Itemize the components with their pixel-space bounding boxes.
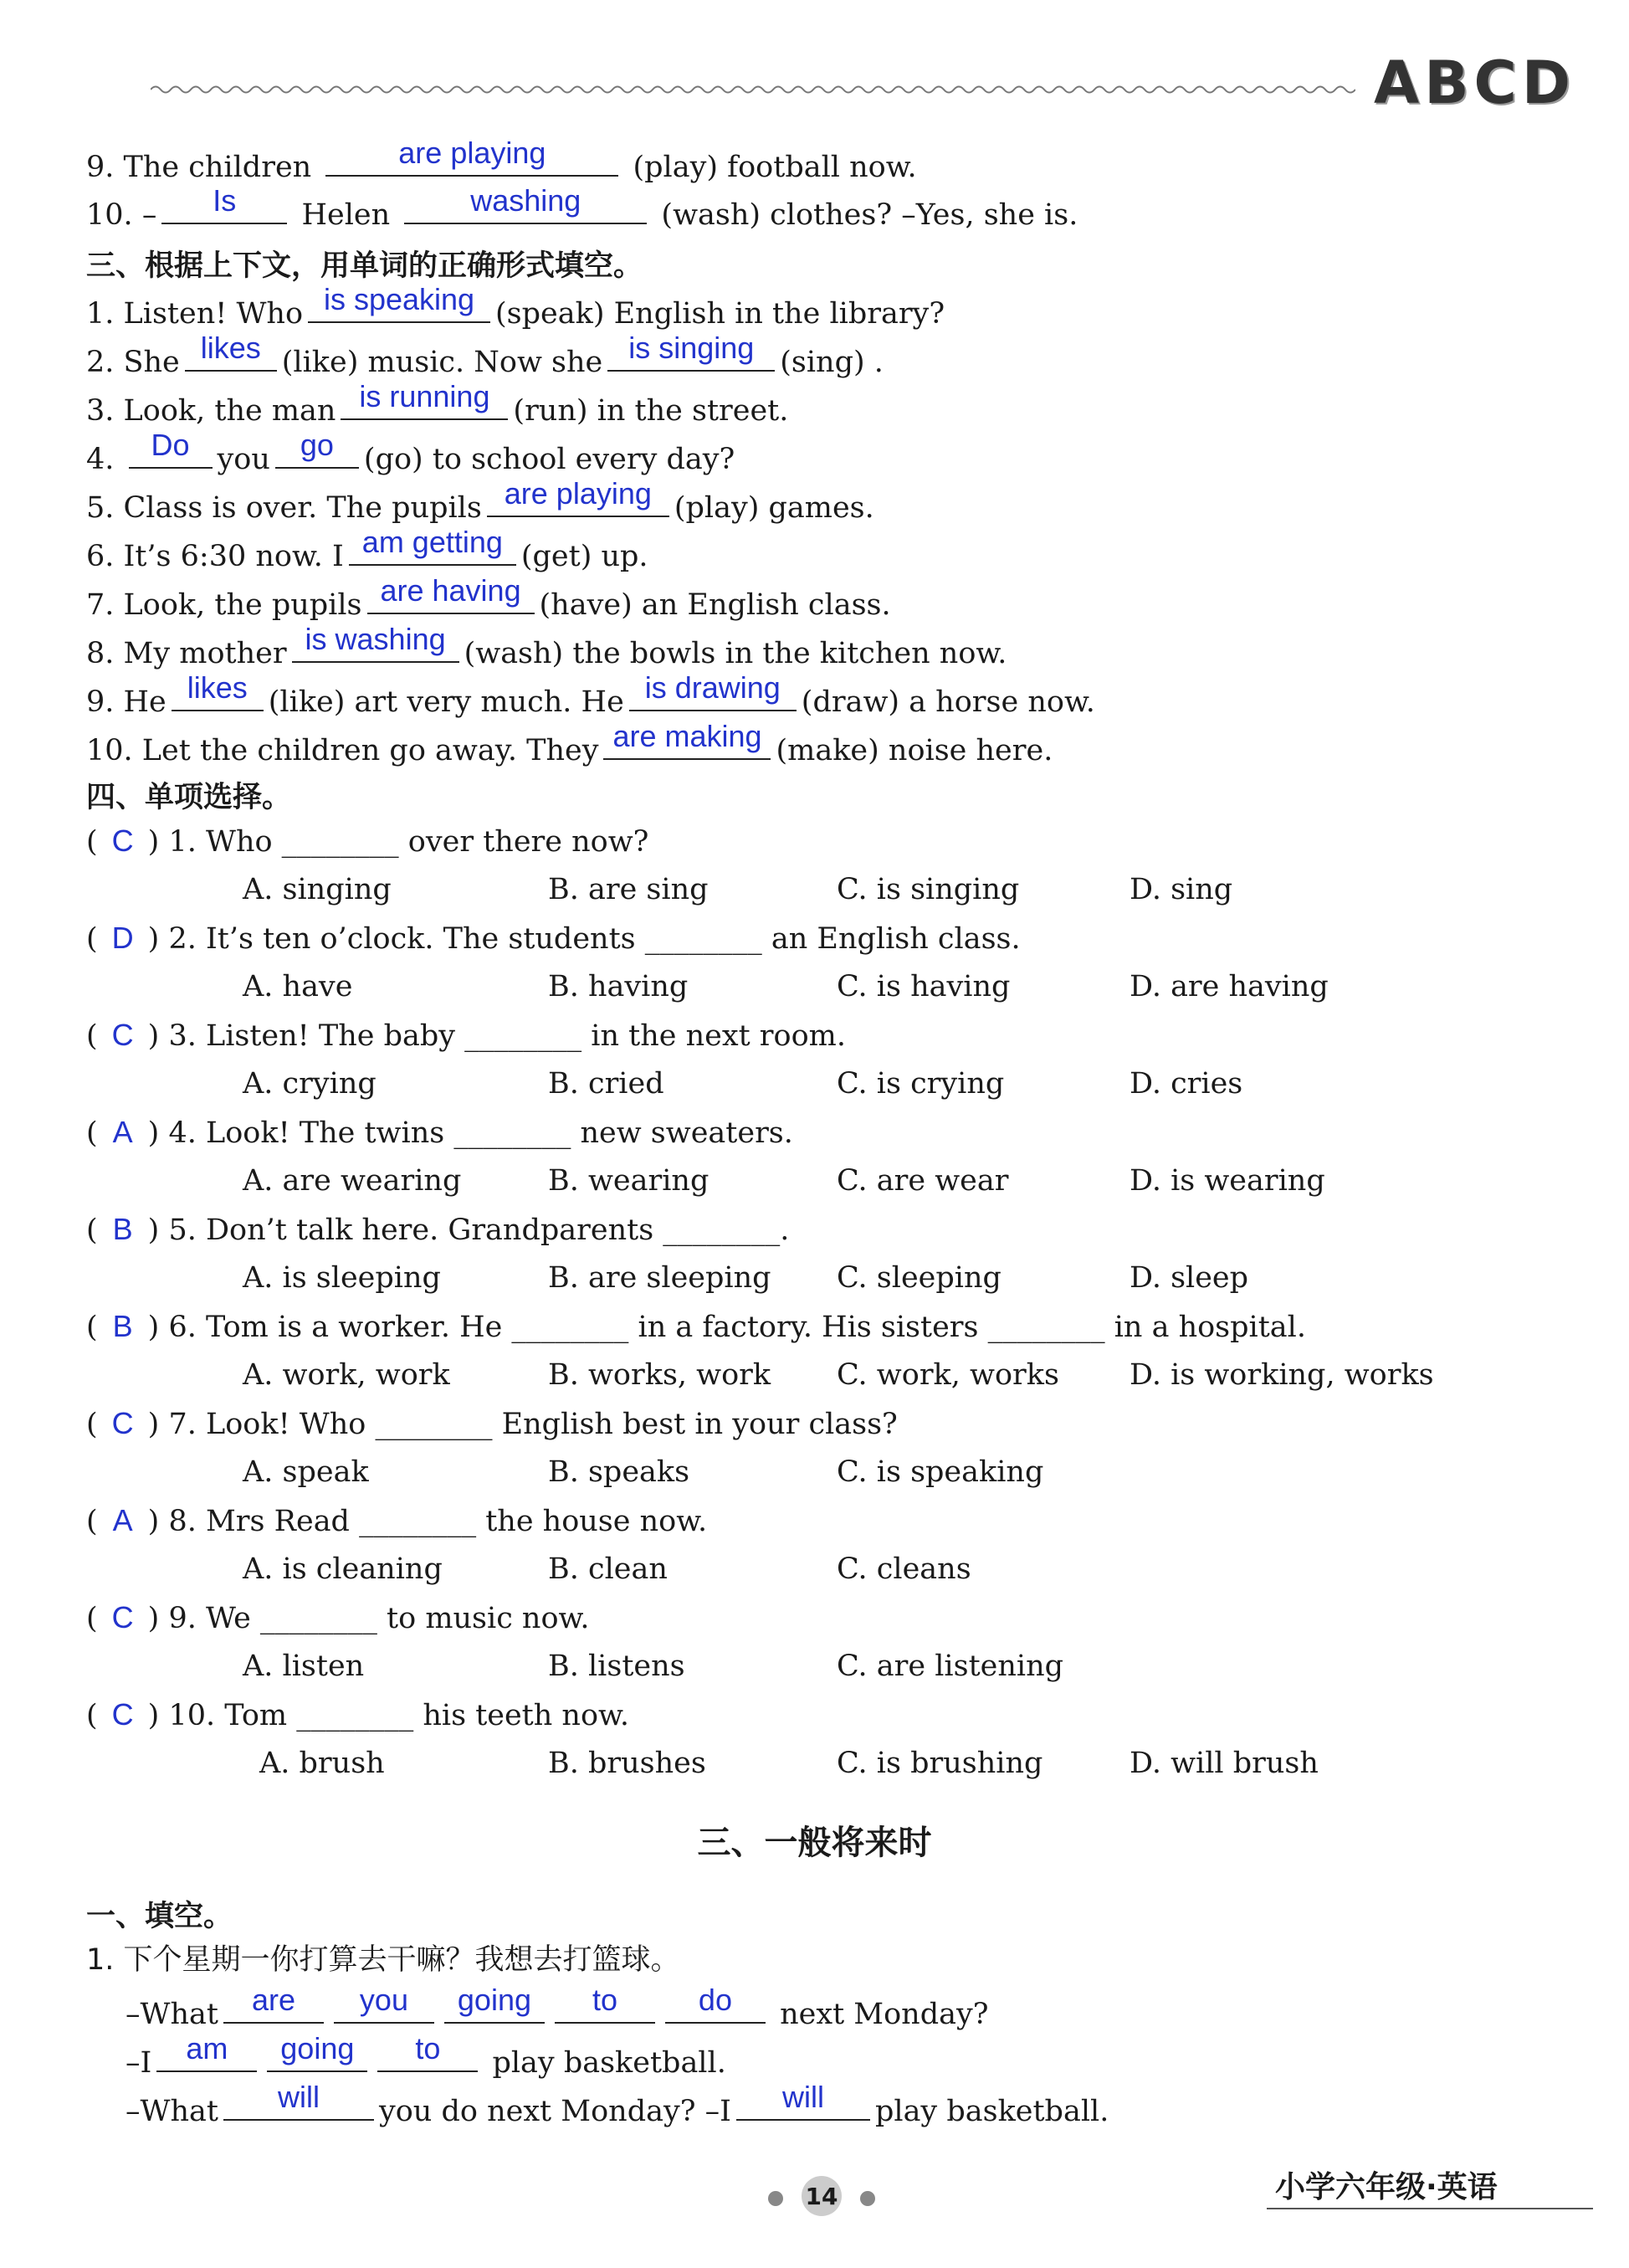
question-stem bbox=[86, 1213, 789, 1247]
item-number: 9. bbox=[168, 1602, 206, 1635]
item-text: (play) football now. bbox=[633, 151, 917, 184]
item-text: Listen! Who bbox=[123, 297, 304, 331]
option-d[interactable]: D. will brush bbox=[1130, 1747, 1319, 1780]
item-text: He bbox=[123, 685, 166, 719]
paren-open: ( bbox=[86, 1311, 98, 1344]
handwritten-answer: will bbox=[277, 2080, 320, 2114]
item-text: Helen bbox=[301, 198, 391, 232]
question-stem bbox=[86, 1601, 589, 1635]
option-c[interactable]: C. are listening bbox=[837, 1650, 1064, 1683]
item-text: (speak) English in the library? bbox=[495, 297, 945, 331]
item-text: (wash) clothes? –Yes, she is. bbox=[661, 198, 1078, 232]
exercise-line bbox=[86, 525, 648, 573]
item-text: My mother bbox=[123, 637, 287, 670]
answer-blank[interactable] bbox=[275, 428, 359, 469]
handwritten-answer: to bbox=[415, 2031, 441, 2065]
item-text: (draw) a horse now. bbox=[801, 685, 1095, 719]
item-text: Who ________ over there now? bbox=[205, 825, 649, 859]
answer-blank[interactable] bbox=[349, 525, 516, 566]
option-a[interactable]: A. is cleaning bbox=[243, 1552, 443, 1586]
item-text: (run) in the street. bbox=[513, 394, 789, 428]
paren-open: ( bbox=[86, 1699, 98, 1732]
item-text: –I bbox=[126, 2046, 152, 2080]
option-d[interactable]: D. are having bbox=[1130, 970, 1329, 1003]
option-d[interactable]: D. sleep bbox=[1130, 1261, 1249, 1295]
option-c[interactable]: C. is singing bbox=[837, 873, 1020, 906]
handwritten-answer: will bbox=[781, 2080, 824, 2114]
option-c[interactable]: C. are wear bbox=[837, 1164, 1009, 1198]
item-text: (go) to school every day? bbox=[363, 443, 735, 476]
paren-close: ) bbox=[147, 1116, 169, 1150]
answer-blank[interactable] bbox=[629, 670, 797, 711]
handwritten-choice[interactable]: B bbox=[112, 1212, 133, 1246]
paren-close: ) bbox=[147, 825, 169, 859]
item-text: (get) up. bbox=[520, 540, 648, 573]
section-heading: 一、填空。 bbox=[86, 1900, 233, 1933]
option-b[interactable]: B. having bbox=[548, 970, 689, 1003]
question-stem bbox=[86, 1698, 629, 1732]
item-number: 1. bbox=[86, 297, 124, 331]
item-text: Look! The twins ________ new sweaters. bbox=[205, 1116, 793, 1150]
item-text: you do next Monday? –I bbox=[378, 2095, 731, 2128]
paren-close: ) bbox=[147, 1505, 169, 1538]
item-text: –What bbox=[126, 1998, 218, 2031]
item-number: 9. bbox=[86, 151, 115, 184]
item-number: 7. bbox=[168, 1408, 206, 1441]
exercise-line bbox=[86, 476, 874, 525]
fill-line bbox=[126, 2080, 1109, 2128]
item-number: 9. bbox=[86, 685, 124, 719]
question-stem bbox=[86, 1504, 707, 1538]
paren-open: ( bbox=[86, 825, 98, 859]
handwritten-answer: Is bbox=[213, 183, 237, 218]
logo-letter: A bbox=[1374, 49, 1422, 117]
answer-blank[interactable] bbox=[223, 1983, 324, 2024]
answer-blank[interactable] bbox=[129, 428, 213, 469]
logo-letter: C bbox=[1473, 49, 1519, 117]
handwritten-answer: going bbox=[457, 1983, 531, 2017]
future-tense-title: 三、一般将来时 bbox=[697, 1824, 932, 1862]
item-number: 6. bbox=[168, 1311, 206, 1344]
exercise-line bbox=[86, 331, 884, 379]
item-number: 2. bbox=[168, 922, 206, 956]
paren-open: ( bbox=[86, 1408, 98, 1441]
handwritten-choice[interactable]: D bbox=[111, 921, 134, 955]
option-c[interactable]: C. is having bbox=[837, 970, 1011, 1003]
option-a[interactable]: A. have bbox=[243, 970, 353, 1003]
handwritten-answer: are bbox=[251, 1983, 295, 2017]
option-c[interactable]: C. is speaking bbox=[837, 1455, 1044, 1489]
paren-close: ) bbox=[147, 1019, 169, 1053]
item-text: (like) art very much. He bbox=[268, 685, 624, 719]
item-text: Tom ________ his teeth now. bbox=[224, 1699, 629, 1732]
question-stem bbox=[86, 1407, 898, 1441]
item-text: It’s ten o’clock. The students ________ an English class. bbox=[205, 922, 1021, 956]
item-text: It’s 6:30 now. I bbox=[123, 540, 344, 573]
item-number: 1. bbox=[168, 825, 206, 859]
answer-blank[interactable] bbox=[607, 331, 775, 372]
option-a[interactable]: A. is sleeping bbox=[243, 1261, 441, 1295]
option-b[interactable]: B. listens bbox=[548, 1650, 685, 1683]
item-text: next Monday? bbox=[770, 1998, 989, 2031]
paren-close: ) bbox=[147, 1311, 169, 1344]
exercise-line bbox=[86, 428, 735, 476]
exercise-line bbox=[86, 379, 789, 428]
item-number: 5. bbox=[86, 491, 124, 525]
handwritten-choice[interactable]: A bbox=[112, 1115, 133, 1149]
handwritten-answer: is running bbox=[359, 379, 490, 413]
paren-open: ( bbox=[86, 922, 98, 956]
handwritten-choice[interactable]: C bbox=[111, 1600, 134, 1634]
option-a[interactable]: A. speak bbox=[243, 1455, 369, 1489]
item-text: –What bbox=[126, 2095, 218, 2128]
answer-blank[interactable] bbox=[404, 183, 647, 224]
handwritten-answer: is washing bbox=[305, 622, 446, 656]
footer-rule bbox=[1267, 2208, 1593, 2209]
option-b[interactable]: B. are sleeping bbox=[548, 1261, 771, 1295]
question-stem bbox=[86, 921, 1021, 956]
option-b[interactable]: B. speaks bbox=[548, 1455, 690, 1489]
exercise-line bbox=[86, 183, 1078, 232]
wavy-header-line bbox=[151, 84, 1355, 95]
handwritten-choice[interactable]: C bbox=[111, 1697, 134, 1732]
paren-close: ) bbox=[147, 1214, 169, 1247]
answer-blank[interactable] bbox=[292, 622, 459, 663]
paren-open: ( bbox=[86, 1602, 98, 1635]
answer-blank[interactable] bbox=[444, 1983, 545, 2024]
item-text: you bbox=[217, 443, 270, 476]
paren-close: ) bbox=[147, 1602, 169, 1635]
handwritten-answer: is singing bbox=[628, 331, 755, 365]
item-text: The children bbox=[123, 151, 312, 184]
answer-blank[interactable] bbox=[161, 183, 287, 224]
item-text: (like) music. Now she bbox=[281, 346, 603, 379]
option-c[interactable]: C. is crying bbox=[837, 1067, 1005, 1101]
answer-blank[interactable] bbox=[555, 1983, 655, 2024]
handwritten-answer: going bbox=[280, 2031, 355, 2065]
paren-open: ( bbox=[86, 1019, 98, 1053]
answer-blank[interactable] bbox=[223, 2080, 374, 2121]
item-text: Look, the man bbox=[123, 394, 336, 428]
question-stem bbox=[86, 824, 648, 859]
option-c[interactable]: C. is brushing bbox=[837, 1747, 1043, 1780]
item-text: Let the children go away. They bbox=[141, 734, 599, 767]
question-stem bbox=[86, 1116, 793, 1150]
item-number: 7. bbox=[86, 588, 124, 622]
answer-blank[interactable] bbox=[334, 1983, 434, 2024]
option-a[interactable]: A. crying bbox=[243, 1067, 377, 1101]
exercise-line bbox=[86, 622, 1007, 670]
dot-icon bbox=[768, 2191, 783, 2206]
fill-line bbox=[126, 2031, 726, 2080]
item-text: Tom is a worker. He ________ in a factory. His sisters ________ in a hospital. bbox=[205, 1311, 1306, 1344]
handwritten-answer: Do bbox=[151, 428, 190, 462]
answer-blank[interactable] bbox=[736, 2080, 870, 2121]
item-number: 10. bbox=[86, 734, 142, 767]
exercise-line bbox=[86, 670, 1095, 719]
option-c[interactable]: C. cleans bbox=[837, 1552, 971, 1586]
handwritten-answer: go bbox=[300, 428, 334, 462]
answer-blank[interactable] bbox=[172, 670, 264, 711]
item-number: 10. bbox=[168, 1699, 225, 1732]
item-number: 8. bbox=[168, 1505, 206, 1538]
item-text: play basketball. bbox=[874, 2095, 1109, 2128]
option-a[interactable]: A. listen bbox=[243, 1650, 365, 1683]
option-a[interactable]: A. are wearing bbox=[243, 1164, 462, 1198]
handwritten-answer: am getting bbox=[361, 525, 503, 559]
item-text: – bbox=[141, 198, 157, 232]
item-number: 6. bbox=[86, 540, 124, 573]
option-d[interactable]: D. is wearing bbox=[1130, 1164, 1325, 1198]
answer-blank[interactable] bbox=[308, 282, 490, 323]
answer-blank[interactable] bbox=[487, 476, 669, 517]
item-text: play basketball. bbox=[483, 2046, 726, 2080]
option-c[interactable]: C. work, works bbox=[837, 1358, 1059, 1392]
item-text: We ________ to music now. bbox=[205, 1602, 590, 1635]
option-b[interactable]: B. works, work bbox=[548, 1358, 771, 1392]
handwritten-answer: are having bbox=[380, 573, 521, 608]
handwritten-answer: washing bbox=[470, 183, 581, 218]
handwritten-answer: you bbox=[359, 1983, 408, 2017]
option-b[interactable]: B. clean bbox=[548, 1552, 668, 1586]
handwritten-answer: to bbox=[592, 1983, 617, 2017]
handwritten-answer: are playing bbox=[504, 476, 652, 511]
exercise-line bbox=[86, 719, 1053, 767]
option-b[interactable]: B. cried bbox=[548, 1067, 664, 1101]
handwritten-answer: am bbox=[186, 2031, 228, 2065]
item-number: 10. bbox=[86, 198, 133, 232]
handwritten-choice[interactable]: A bbox=[112, 1503, 133, 1537]
answer-blank[interactable] bbox=[267, 2031, 367, 2072]
option-c[interactable]: C. sleeping bbox=[837, 1261, 1001, 1295]
paren-close: ) bbox=[147, 1408, 169, 1441]
item-number: 4. bbox=[86, 443, 124, 476]
item-text: Look, the pupils bbox=[123, 588, 362, 622]
question-stem bbox=[86, 1019, 846, 1053]
item-text: (play) games. bbox=[674, 491, 874, 525]
handwritten-choice[interactable]: C bbox=[111, 1018, 134, 1052]
option-b[interactable]: B. are sing bbox=[548, 873, 709, 906]
item-text: (have) an English class. bbox=[539, 588, 891, 622]
fill-line bbox=[126, 1983, 989, 2031]
item-number: 3. bbox=[168, 1019, 206, 1053]
paren-open: ( bbox=[86, 1505, 98, 1538]
answer-blank[interactable] bbox=[377, 2031, 478, 2072]
item-text: She bbox=[123, 346, 180, 379]
abcd-logo bbox=[1374, 49, 1573, 117]
option-d[interactable]: D. sing bbox=[1130, 873, 1233, 906]
option-b[interactable]: B. brushes bbox=[548, 1747, 706, 1780]
option-b[interactable]: B. wearing bbox=[548, 1164, 709, 1198]
item-text: Don’t talk here. Grandparents ________. bbox=[205, 1214, 790, 1247]
handwritten-answer: likes bbox=[187, 670, 248, 705]
option-a[interactable]: A. work, work bbox=[243, 1358, 450, 1392]
paren-close: ) bbox=[147, 922, 169, 956]
paren-close: ) bbox=[147, 1699, 169, 1732]
handwritten-answer: is drawing bbox=[644, 670, 781, 705]
handwritten-answer: are making bbox=[612, 719, 762, 753]
logo-letter: B bbox=[1424, 49, 1471, 117]
section-heading: 三、根据上下文，用单词的正确形式填空。 bbox=[86, 249, 643, 283]
exercise-line bbox=[86, 136, 917, 184]
paren-open: ( bbox=[86, 1214, 98, 1247]
item-number: 5. bbox=[168, 1214, 206, 1247]
option-a[interactable]: A. singing bbox=[243, 873, 392, 906]
item-text: Look! Who ________ English best in your class? bbox=[205, 1408, 898, 1441]
option-d[interactable]: D. is working, works bbox=[1130, 1358, 1434, 1392]
item-text: Class is over. The pupils bbox=[123, 491, 482, 525]
dot-icon bbox=[860, 2191, 875, 2206]
item-number: 4. bbox=[168, 1116, 206, 1150]
question-stem bbox=[86, 1310, 1306, 1344]
handwritten-choice[interactable]: C bbox=[111, 824, 134, 858]
handwritten-answer: do bbox=[698, 1983, 732, 2017]
handwritten-answer: is speaking bbox=[323, 282, 475, 316]
item-text: (sing) . bbox=[780, 346, 884, 379]
section-heading: 四、单项选择。 bbox=[86, 781, 292, 814]
item-number: 8. bbox=[86, 637, 124, 670]
page-number: 14 bbox=[802, 2176, 842, 2216]
item-text: Listen! The baby ________ in the next room. bbox=[205, 1019, 846, 1053]
option-d[interactable]: D. cries bbox=[1130, 1067, 1243, 1101]
answer-blank[interactable] bbox=[341, 379, 508, 420]
exercise-line bbox=[86, 282, 945, 331]
handwritten-answer: likes bbox=[200, 331, 261, 365]
item-number: 2. bbox=[86, 346, 124, 379]
footer-label: 小学六年级·英语 bbox=[1275, 2170, 1498, 2204]
answer-blank[interactable] bbox=[156, 2031, 257, 2072]
answer-blank[interactable] bbox=[325, 136, 618, 177]
exercise-line bbox=[86, 573, 891, 622]
handwritten-choice[interactable]: B bbox=[112, 1309, 133, 1343]
handwritten-choice[interactable]: C bbox=[111, 1406, 134, 1440]
answer-blank[interactable] bbox=[603, 719, 771, 760]
answer-blank[interactable] bbox=[665, 1983, 766, 2024]
question-prompt: 1. 下个星期一你打算去干嘛？我想去打篮球。 bbox=[86, 1943, 680, 1977]
handwritten-answer: are playing bbox=[398, 136, 546, 170]
option-a[interactable]: A. brush bbox=[259, 1747, 385, 1780]
paren-open: ( bbox=[86, 1116, 98, 1150]
answer-blank[interactable] bbox=[185, 331, 277, 372]
logo-letter: D bbox=[1521, 49, 1573, 117]
page-number-badge bbox=[768, 2176, 875, 2218]
item-text: (wash) the bowls in the kitchen now. bbox=[464, 637, 1007, 670]
item-text: (make) noise here. bbox=[776, 734, 1053, 767]
answer-blank[interactable] bbox=[367, 573, 535, 614]
item-number: 3. bbox=[86, 394, 124, 428]
item-text: Mrs Read ________ the house now. bbox=[205, 1505, 708, 1538]
